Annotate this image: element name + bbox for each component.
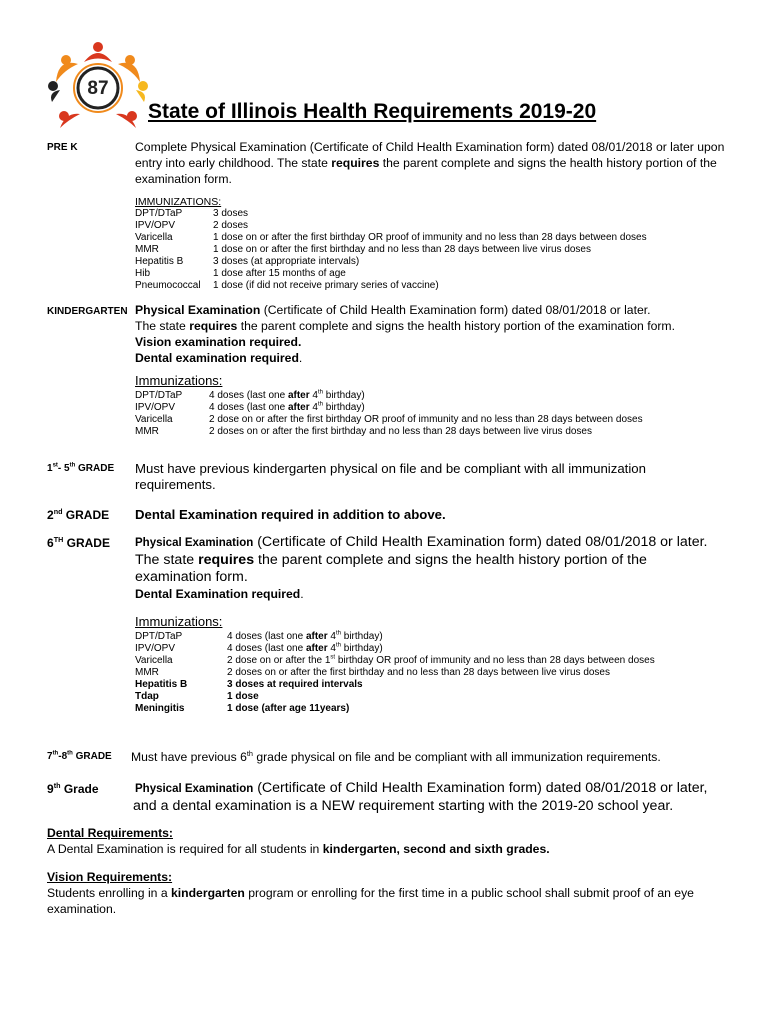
g9-physical-line: Physical Examination (Certificate of Child Health Examination form) dated 08/01/2018 or later, — [135, 780, 708, 796]
g6-immunizations-heading: Immunizations: — [135, 614, 223, 629]
grade-2-text: Dental Examination required in addition to above. — [135, 507, 446, 522]
kinder-parent-line: The state requires the parent complete and signs the health history portion of the examination form. — [135, 319, 675, 333]
prek-imm-name: IPV/OPV — [135, 220, 176, 231]
kinder-vision-line: Vision examination required. — [135, 335, 302, 349]
g6-imm-dpt: DPT/DTaP 4 doses (last one after 4th birthday) — [135, 630, 383, 642]
prek-imm-value: 1 dose after 15 months of age — [213, 268, 346, 279]
g6-imm-mmr: MMR 2 doses on or after the first birthday and no less than 28 days between live virus doses — [135, 667, 610, 678]
kinder-immunizations-heading: Immunizations: — [135, 373, 223, 388]
prek-imm-row — [135, 220, 647, 232]
prek-immunizations-heading: IMMUNIZATIONS: — [135, 196, 222, 208]
prek-imm-value: 1 dose on or after the first birthday OR proof of immunity and no less than 28 days between doses — [213, 232, 647, 243]
kinder-dental-line: Dental examination required. — [135, 351, 303, 365]
section-label-prek: PRE K — [47, 142, 78, 153]
section-label-grades-7-8: 7th-8th GRADE — [47, 750, 112, 762]
grade-6-requirements — [135, 534, 725, 603]
prek-imm-value: 1 dose on or after the first birthday and no less than 28 days between live virus doses — [213, 244, 591, 255]
grade-9-requirements — [133, 780, 733, 815]
section-label-kindergarten: KINDERGARTEN — [47, 306, 128, 317]
section-label-grade-2: 2nd GRADE — [47, 507, 110, 522]
vision-requirements — [47, 869, 737, 917]
prek-imm-name: Pneumococcal — [135, 280, 201, 291]
prek-immunization-list — [135, 208, 647, 292]
kinder-imm-dpt: DPT/DTaP 4 doses (last one after 4th birthday) — [135, 389, 365, 401]
prek-physical-paragraph: Complete Physical Examination (Certificate of Child Health Examination form) dated 08/01/2018 or later upon entry into early childhood. The state requires the parent complete and signs the health history portion of the examination form. — [135, 140, 725, 186]
prek-imm-row — [135, 268, 647, 280]
prek-imm-value: 3 doses (at appropriate intervals) — [213, 256, 360, 267]
section-label-grade-9: 9th Grade — [47, 781, 99, 796]
prek-imm-name: Varicella — [135, 232, 173, 243]
kinder-imm-varicella: Varicella 2 dose on or after the first birthday OR proof of immunity and no less than 28 days between doses — [135, 414, 643, 425]
g6-dental-line: Dental Examination required. — [135, 587, 304, 601]
g6-imm-tdap: Tdap 1 dose — [135, 691, 259, 702]
kindergarten-requirements — [135, 302, 755, 366]
g6-imm-hepatitis-b: Hepatitis B 3 doses at required intervals — [135, 679, 363, 690]
district-logo — [46, 40, 150, 132]
prek-imm-name: Hib — [135, 268, 151, 279]
prek-imm-value: 3 doses — [213, 208, 249, 219]
page-title: State of Illinois Health Requirements 2019-20 — [148, 100, 597, 123]
prek-imm-name: Hepatitis B — [135, 256, 184, 267]
kinder-imm-ipv: IPV/OPV 4 doses (last one after 4th birthday) — [135, 401, 365, 413]
prek-imm-name: MMR — [135, 244, 159, 255]
prek-imm-row — [135, 244, 647, 256]
prek-imm-row — [135, 208, 647, 220]
grades-1-5-text: Must have previous kindergarten physical on file and be compliant with all immunization requirements. — [135, 461, 646, 492]
dental-requirements-text: A Dental Examination is required for all students in kindergarten, second and sixth grades. — [47, 842, 550, 856]
logo-number: 87 — [87, 78, 109, 99]
g6-physical-line: Physical Examination (Certificate of Child Health Examination form) dated 08/01/2018 or later. — [135, 534, 708, 550]
g6-parent-line: The state requires the parent complete and signs the health history portion of the examination form. — [135, 552, 647, 585]
prek-immunizations — [135, 196, 647, 292]
kinder-physical-line: Physical Examination (Certificate of Child Health Examination form) dated 08/01/2018 or later. — [135, 303, 651, 317]
dental-requirements-heading: Dental Requirements: — [47, 826, 173, 840]
prek-imm-value: 2 doses — [213, 220, 249, 231]
kinder-immunizations — [135, 374, 643, 438]
grades-7-8-text: Must have previous 6th grade physical on file and be compliant with all immunization requirements. — [131, 748, 661, 764]
vision-requirements-text: Students enrolling in a kindergarten program or enrolling for the first time in a public school shall submit proof of an eye examination. — [47, 886, 694, 916]
section-label-grades-1-5: 1st- 5th GRADE — [47, 462, 115, 474]
prek-imm-row — [135, 256, 647, 268]
dental-requirements — [47, 825, 550, 857]
prek-imm-row — [135, 232, 647, 244]
g9-dental-line: and a dental examination is a NEW requirement starting with the 2019-20 school year. — [133, 798, 674, 814]
prek-imm-value: 1 dose (if did not receive primary series of vaccine) — [213, 280, 439, 291]
prek-imm-row — [135, 280, 647, 292]
g6-imm-ipv: IPV/OPV 4 doses (last one after 4th birthday) — [135, 642, 383, 654]
g6-imm-meningitis: Meningitis 1 dose (after age 11years) — [135, 703, 350, 714]
g6-imm-varicella: Varicella 2 dose on or after the 1st birthday OR proof of immunity and no less than 28 days between doses — [135, 654, 655, 666]
vision-requirements-heading: Vision Requirements: — [47, 870, 173, 884]
g6-immunizations — [135, 615, 655, 715]
section-label-grade-6: 6TH GRADE — [47, 535, 110, 550]
prek-imm-name: DPT/DTaP — [135, 208, 183, 219]
kinder-imm-mmr: MMR 2 doses on or after the first birthday and no less than 28 days between live virus doses — [135, 426, 592, 437]
